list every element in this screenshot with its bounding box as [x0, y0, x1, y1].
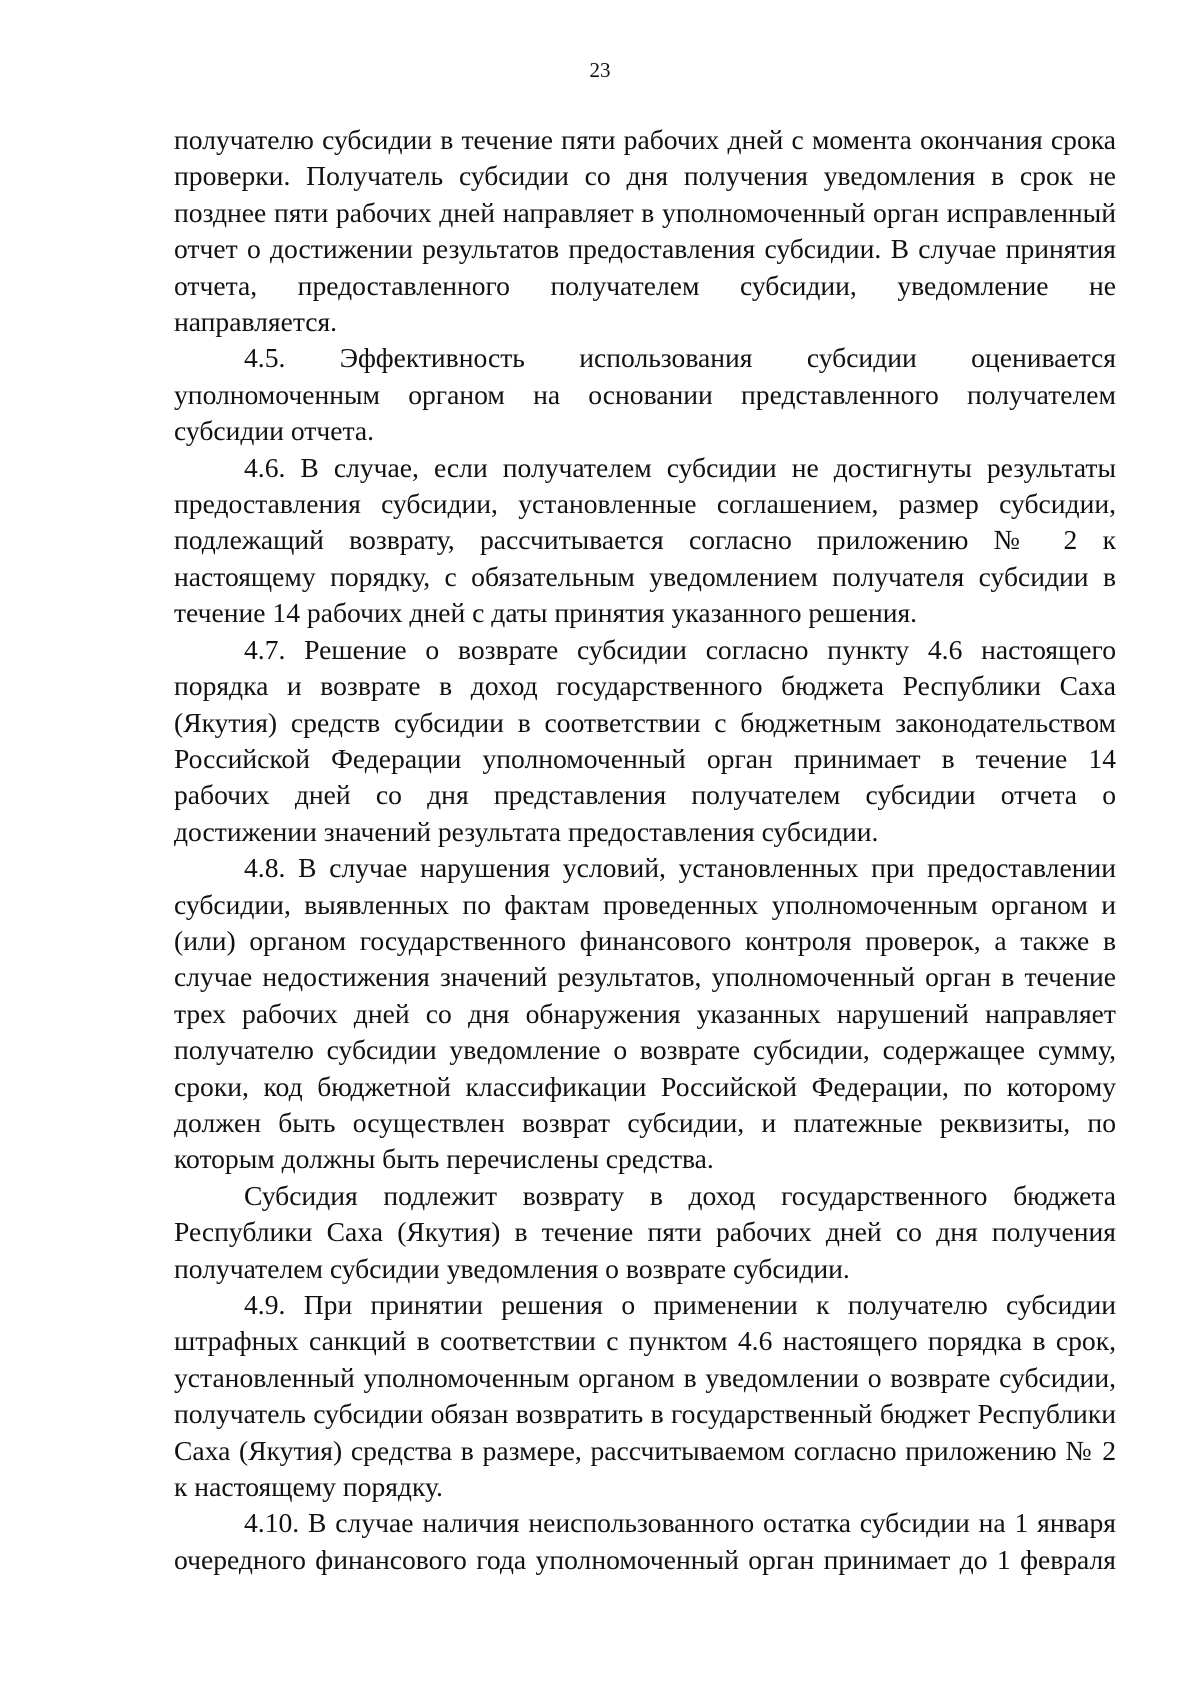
- paragraph-subsidy-return: Субсидия подлежит возврату в доход государственного бюджета Республики Саха (Якутия) в течение пяти рабочих дней со дня получения получателем субсидии уведомления о возврате субсидии.: [174, 1179, 1116, 1284]
- paragraph-4-6: 4.6. В случае, если получателем субсидии не достигнуты результаты предоставления субсидии, установленные соглашением, размер субсидии, подлежащий возврату, рассчитывается согласно приложению № 2 к настоящему порядку, с обязательным уведомлением получателя субсидии в течение 14 рабочих дней с даты принятия указанного решения.: [174, 451, 1116, 629]
- paragraph-4-7: 4.7. Решение о возврате субсидии согласно пункту 4.6 настоящего порядка и возврате в доход государственного бюджета Республики Саха (Якутия) средств субсидии в соответствии с бюджетным законодательством Российской Федерации уполномоченный орган принимает в течение 14 рабочих дней со дня представления получателем субсидии отчета о достижении значений результата предоставления субсидии.: [174, 633, 1116, 847]
- paragraph-4-5: 4.5. Эффективность использования субсидии оценивается уполномоченным органом на основании представленного получателем субсидии отчета.: [174, 342, 1116, 447]
- document-body: [174, 122, 1116, 1578]
- paragraph-4-9: 4.9. При принятии решения о применении к получателю субсидии штрафных санкций в соответствии с пунктом 4.6 настоящего порядка в срок, установленный уполномоченным органом в уведомлении о возврате субсидии, получатель субсидии обязан возвратить в государственный бюджет Республики Саха (Якутия) средства в размере, рассчитываемом согласно приложению № 2 к настоящему порядку.: [174, 1289, 1116, 1503]
- paragraph-4-8: 4.8. В случае нарушения условий, установленных при предоставлении субсидии, выявленных по фактам проведенных уполномоченным органом и (или) органом государственного финансового контроля проверок, а также в случае недостижения значений результатов, уполномоченный орган в течение трех рабочих дней со дня обнаружения указанных нарушений направляет получателю субсидии уведомление о возврате субсидии, содержащее сумму, сроки, код бюджетной классификации Российской Федерации, по которому должен быть осуществлен возврат субсидии, и платежные реквизиты, по которым должны быть перечислены средства.: [174, 852, 1116, 1175]
- paragraph-4-10: 4.10. В случае наличия неиспользованного остатка субсидии на 1 января очередного финансового года уполномоченный орган принимает до 1 февраля: [174, 1507, 1116, 1575]
- paragraph-continuation: получателю субсидии в течение пяти рабочих дней с момента окончания срока проверки. Получатель субсидии со дня получения уведомления в срок не позднее пяти рабочих дней направляет в уполномоченный орган исправленный отчет о достижении результатов предоставления субсидии. В случае принятия отчета, предоставленного получателем субсидии, уведомление не направляется.: [174, 124, 1116, 338]
- page-number: 23: [589, 58, 611, 82]
